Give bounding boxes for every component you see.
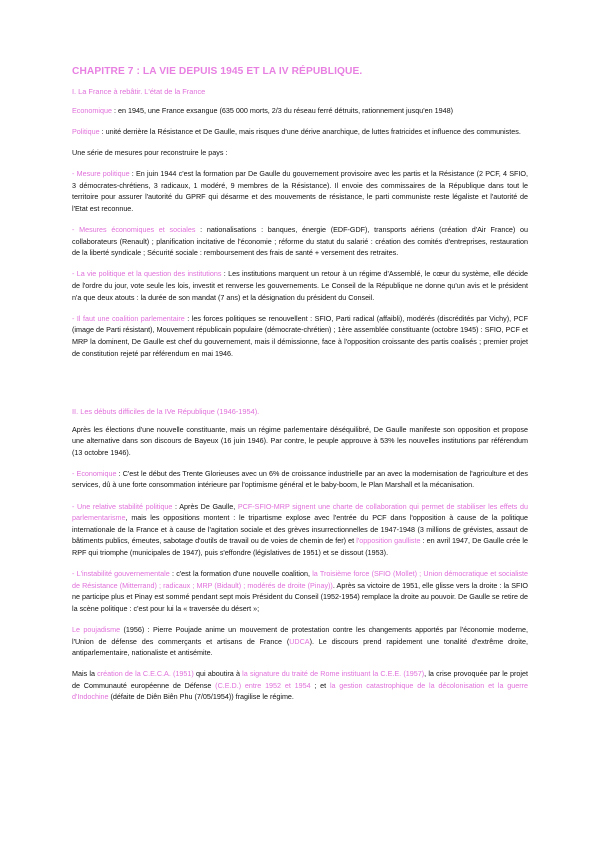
paragraph-instabilite xyxy=(72,568,528,614)
paragraph-mesure-politique xyxy=(72,168,528,214)
label-economique-2: - Economique xyxy=(72,468,117,478)
text-politique: : unité derrière la Résistance et De Gaulle, mais risques d'une dérive anarchique, de luttes fratricides et influence des communistes. xyxy=(99,127,521,137)
text-ceca-mid1: qui aboutira à xyxy=(193,669,243,679)
text-ceca: création de la C.E.C.A. (1951) xyxy=(97,669,194,679)
text-traite-rome: la signature du traité de Rome instituant la C.E.E. (1957) xyxy=(242,669,425,679)
text-economique-2: : C'est le début des Trente Glorieuses avec un 6% de croissance industrielle par an avec la modernisation de l'agriculture et des services, dû à une forte consommation intérieure par l'optimisme général et le baby-boom, le Plan Marshall et la mécanisation. xyxy=(72,468,528,490)
paragraph-coalition xyxy=(72,313,528,359)
text-ceca-mid2: , la crise provoquée par le projet de Communauté européenne de Défense xyxy=(72,669,528,690)
paragraph-economique-2 xyxy=(72,468,528,491)
text-stabilite: , mais les oppositions montent : le tripartisme explose avec l'entrée du PCF dans l'opposition à cause de la politique internationale de la France et à cause de l'agitation sociale et des grèves insurrectionnelles de 1947-1948 (3 millions de grévistes, assaut de bâtiments publics, émeutes, sabotage d'outils de travail ou de voies de chemin de fer) et xyxy=(72,513,528,546)
label-economique: Economique xyxy=(72,106,112,115)
text-stabilite-end: : en avril 1947, De Gaulle crée le RPF qui triomphe (municipales de 1947), puis s'effondre (législatives de 1951) et se dissout (1953). xyxy=(72,536,528,557)
text-instabilite-mid: : c'est la formation d'une nouvelle coalition, xyxy=(169,569,313,579)
label-mesure-politique: - Mesure politique xyxy=(72,169,130,179)
text-mesure-politique: : En juin 1944 c'est la formation par De Gaulle du gouvernement provisoire avec les partis et la Résistance (2 PCF, 4 SFIO, 3 démocrates-chrétiens, 3 radicaux, 1 modéré, 9 membres de la Résistance). Il envoie des commissaires de la République dans tout le territoire pour assurer l'autorité du GPRF qui désarme et des mouvements de résistance, le parti communiste reste légaliste et l'autorité de l'Etat est reconnue. xyxy=(72,169,528,214)
text-udca: UDCA xyxy=(289,636,310,646)
paragraph-elections: Après les élections d'une nouvelle constituante, mais un régime parlementaire déséquilibré, De Gaulle manifeste son opposition et propose une alternative dans son discours de Bayeux (16 juin 1946). Par contre, le peuple approuve à 53% les nouvelles institutions par référendum (13 octobre 1946). xyxy=(72,424,528,457)
label-vie-politique: - La vie politique et la question des institutions xyxy=(72,269,222,279)
label-instabilite: - L'instabilité gouvernementale xyxy=(72,569,170,579)
label-mesures-eco: - Mesures économiques et sociales xyxy=(72,225,196,235)
text-economique: : en 1945, une France exsangue (635 000 morts, 2/3 du réseau ferré détruits, rationnement jusqu'en 1948) xyxy=(111,106,453,115)
text-stabilite-mid: : Après De Gaulle, xyxy=(172,501,238,511)
text-poujadisme-mid: (1956) : Pierre Poujade anime un mouvement de protestation contre les changements apportés par l'économie moderne, l'Union de défense des commerçants et artisans de France ( xyxy=(72,624,528,646)
text-ced: (C.E.D.) entre 1952 et 1954 xyxy=(215,680,311,690)
paragraph-ceca xyxy=(72,668,528,703)
paragraph-mesures-eco xyxy=(72,224,528,259)
text-opposition-gaulliste: l'opposition gaulliste xyxy=(356,536,421,546)
paragraph-stabilite xyxy=(72,501,528,559)
text-troisieme-force: la Troisième force (SFIO (Mollet) ; Union démocratique et socialiste de Résistance (Mitterrand) ; radicaux ; MRP (Bidault) ; modérés de droite (Pinay)) xyxy=(72,569,528,590)
paragraph-intro-mesures: Une série de mesures pour reconstruire le pays : xyxy=(72,148,228,158)
text-ceca-mid3: ; et xyxy=(310,680,330,690)
text-mesures-eco: : nationalisations : banques, énergie (EDF-GDF), transports aériens (création d'Air France) ou collaborateurs (Renault) ; planification incitative de l'économie ; réforme du statut du salarié : création des comités d'entreprises, restauration de la liberté syndicale ; Sécurité sociale : remboursement des frais de santé + versement des retraites. xyxy=(72,225,529,258)
paragraph-vie-politique xyxy=(72,268,528,303)
chapter-title: CHAPITRE 7 : LA VIE DEPUIS 1945 ET LA IV RÉPUBLIQUE. xyxy=(72,66,363,77)
paragraph-politique xyxy=(72,126,528,138)
text-ceca-start: Mais la xyxy=(72,669,98,679)
text-poujadisme: ). Le discours prend rapidement une tonalité d'extrême droite, antiparlementaire, nationaliste et antisémite. xyxy=(72,636,529,658)
text-vie-politique: : Les institutions marquent un retour à un régime d'Assemblé, le cœur du système, elle décide de l'ordre du jour, vote seule les lois, investit et renverse les gouvernements. Le Conseil de la République ne donne qu'un avis et le président n'a que deux atouts : la durée de son mandat (7 ans) et la désignation du président du Conseil. xyxy=(72,269,528,302)
paragraph-economique xyxy=(72,105,528,117)
document-page xyxy=(72,66,528,712)
text-ceca-end: (défaite de Diên Biên Phu (7/05/1954)) fragilise le régime. xyxy=(108,692,294,702)
label-stabilite: - Une relative stabilité politique xyxy=(72,501,173,511)
section-heading-2: II. Les débuts difficiles de la IVe République (1946-1954). xyxy=(72,406,260,416)
text-decolonisation: la gestion catastrophique de la décolonisation et la guerre d'Indochine xyxy=(72,680,528,702)
section-gap xyxy=(72,369,528,407)
label-coalition: - Il faut une coalition parlementaire xyxy=(72,313,185,323)
label-poujadisme: Le poujadisme xyxy=(72,624,121,634)
section-heading-1: I. La France à rebâtir. L'état de la France xyxy=(72,87,206,96)
text-stabilite-charte: PCF-SFIO-MRP signent une charte de collaboration qui permet de stabiliser les effets du parlementarisme xyxy=(72,501,528,523)
label-politique: Politique xyxy=(72,127,100,137)
text-coalition: : les forces politiques se renouvellent : SFIO, Parti radical (affaibli), modérés (discrédités par Vichy), PCF (image de Parti résistant), Mouvement républicain populaire (démocrate-chrétien) ; 1ère assemblée constituante (octobre 1945) : SFIO, PCF et MRP la dominent, De Gaulle est chef du gouvernement, mais il démissionne, face à l'opposition croissante des partis coalisés ; premier projet de constitution rejeté par référendum en mai 1946. xyxy=(72,313,528,358)
paragraph-poujadisme xyxy=(72,624,528,659)
text-instabilite: . Après sa victoire de 1951, elle glisse vers la droite : la SFIO ne participe plus et Pinay est sommé pendant sept mois Président du Conseil (1952-1954) remplace la droite au pouvoir. De Gaulle se retire de la scène politique : c'est pour lui la « traversée du désert »; xyxy=(72,580,528,613)
